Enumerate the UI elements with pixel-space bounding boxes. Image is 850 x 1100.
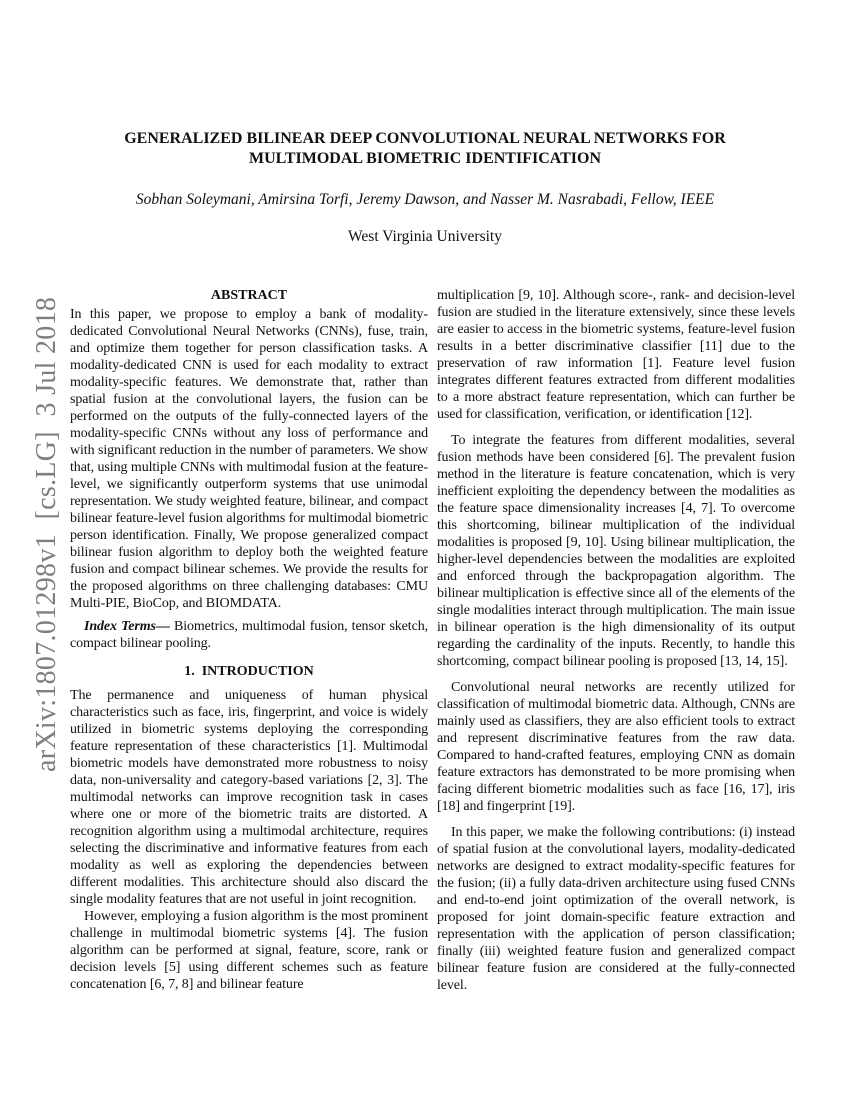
- paper-title-line-2: MULTIMODAL BIOMETRIC IDENTIFICATION: [248, 150, 602, 167]
- index-terms: [70, 618, 428, 652]
- arxiv-watermark: arXiv:1807.01298v1 [cs.LG] 3 Jul 2018: [31, 296, 62, 772]
- introduction-heading: 1. INTRODUCTION: [184, 664, 314, 679]
- index-terms-text: Biometrics, multimodal fusion, tensor sketch, compact bilinear pooling.: [70, 619, 429, 651]
- right-column: [437, 287, 795, 994]
- index-terms-label: Index Terms—: [84, 619, 170, 634]
- body-paragraph-1: multiplication [9, 10]. Although score-, rank- and decision-level fusion are studied in the literature extensively, since these levels are easier to access in the biometric systems, feature-level fusion results in a better discriminative classifier [11] due to the preservation of raw information [1]. Feature level fusion integrates different features extracted from different modalities to a more abstract feature representation, which can further be used for classification, verification, or identification [12].: [437, 288, 795, 422]
- body-paragraph-2: To integrate the features from different modalities, several fusion methods have been considered [6]. The prevalent fusion method in the literature is feature concatenation, which is very inefficient exploiting the dependency between the modalities as the feature space dimensionality increases [4, 7]. To overcome this shortcoming, bilinear multiplication of the individual modalities is proposed [9, 10]. Using bilinear multiplication, the higher-level dependencies between the modalities are exploited and enforced through the backpropagation algorithm. The bilinear multiplication is effective since all of the elements of the single modalities interact through multiplication. The main issue in bilinear operation is the high dimensionality of its output regarding the cardinality of the inputs. Recently, to handle this shortcoming, compact bilinear pooling is proposed [13, 14, 15].: [437, 433, 795, 669]
- body-paragraph-4: In this paper, we make the following contributions: (i) instead of spatial fusion at the convolutional layers, modality-dedicated networks are designed to extract modality-specific features for the fusion; (ii) a fully data-driven architecture using fused CNNs and end-to-end joint optimization of the overall network, is proposed for joint domain-specific feature extraction and representation with the application of person classification; finally (iii) weighted feature fusion and generalized compact bilinear feature fusion are considered at the fully-connected level.: [437, 825, 795, 993]
- abstract-body: In this paper, we propose to employ a bank of modality-dedicated Convolutional Neural Networks (CNNs), fuse, train, and optimize them together for person classification tasks. A modality-dedicated CNN is used for each modality to extract modality-specific features. We demonstrate that, rather than spatial fusion at the convolutional layers, the fusion can be performed on the outputs of the fully-connected layers of the modality-specific CNNs without any loss of performance and with significant reduction in the number of parameters. We show that, using multiple CNNs with multimodal fusion at the feature-level, we significantly outperform systems that use unimodal representation. We study weighted feature, bilinear, and compact bilinear feature-level fusion algorithms for multimodal biometric person identification. Finally, We propose generalized compact bilinear fusion algorithm to deploy both the weighted feature fusion and compact bilinear schemes. We provide the results for the proposed algorithms on three challenging databases: CMU Multi-PIE, BioCop, and BIOMDATA.: [70, 307, 428, 611]
- paper-affiliation: West Virginia University: [348, 228, 502, 245]
- left-column: [70, 287, 428, 993]
- paper-title: [0, 129, 850, 169]
- body-paragraph-3: Convolutional neural networks are recently utilized for classification of multimodal biometric data. Although, CNNs are mainly used as classifiers, they are also efficient tools to extract and represent discriminative features from the raw data. Compared to hand-crafted features, employing CNN as domain feature extractors has demonstrated to be more promising when facing different biometric modalities such as face [16, 17], iris [18] and fingerprint [19].: [437, 680, 795, 814]
- paper-header: [0, 129, 850, 246]
- intro-paragraph-1: The permanence and uniqueness of human physical characteristics such as face, iris, fingerprint, and voice is widely utilized in biometric systems deploying the corresponding feature representation of these characteristics [1]. Multimodal biometric models have demonstrated more robustness to noisy data, non-universality and category-based variations [2, 3]. The multimodal networks can improve recognition task in cases where one or more of the biometric traits are distorted. A recognition algorithm using a multimodal architecture, requires selecting the discriminative and informative features from each modality as well as exploring the dependencies between different modalities. This architecture should also discard the single modality features that are not useful in joint recognition.: [70, 688, 428, 907]
- paper-authors: Sobhan Soleymani, Amirsina Torfi, Jeremy Dawson, and Nasser M. Nasrabadi, Fellow, IEEE: [135, 191, 715, 208]
- abstract-heading: ABSTRACT: [210, 288, 288, 303]
- paper-title-line-1: GENERALIZED BILINEAR DEEP CONVOLUTIONAL NEURAL NETWORKS FOR: [124, 130, 726, 147]
- intro-paragraph-2: However, employing a fusion algorithm is the most prominent challenge in multimodal biometric systems [4]. The fusion algorithm can be performed at signal, feature, score, rank or decision levels [5] using different schemes such as feature concatenation [6, 7, 8] and bilinear feature: [70, 909, 428, 992]
